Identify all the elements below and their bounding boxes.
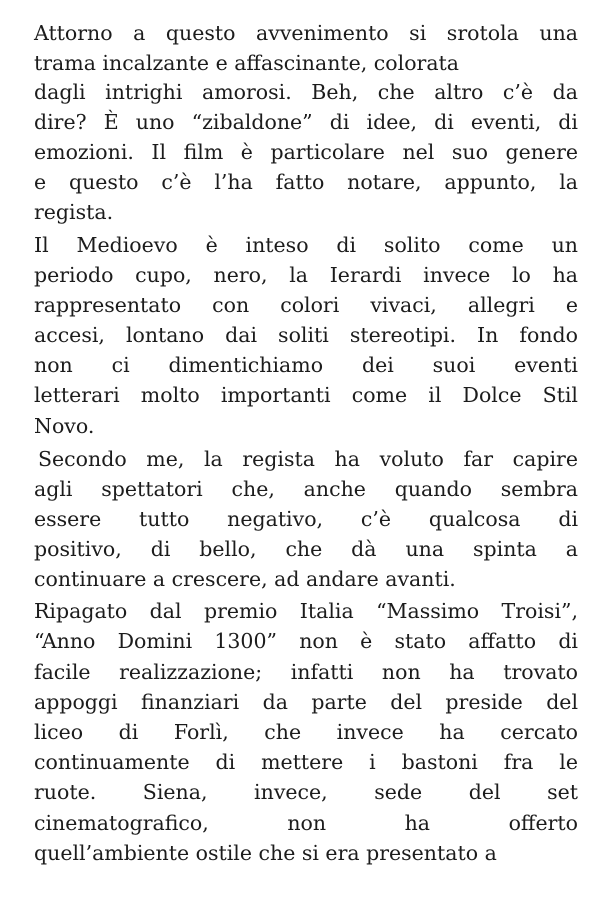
text-line: trama incalzante e affascinante, colorata (34, 51, 460, 75)
text-line: facile realizzazione; infatti non ha trovato (34, 660, 578, 684)
text-line: e questo c’è l’ha fatto notare, appunto, la (34, 170, 578, 194)
text-line: letterari molto importanti come il Dolce Stil (34, 383, 578, 407)
text-line: continuamente di mettere i bastoni fra le (34, 750, 578, 774)
text-line: rappresentato con colori vivaci, allegri e (34, 293, 578, 317)
text-line: appoggi finanziari da parte del preside del (34, 690, 578, 714)
text-line: “Anno Domini 1300” non è stato affatto di (34, 629, 578, 653)
text-line: agli spettatori che, anche quando sembra (34, 477, 578, 501)
text-line: Novo. (34, 414, 95, 438)
text-line: dagli intrighi amorosi. Beh, che altro c’è da (34, 80, 578, 104)
text-line: quell’ambiente ostile che si era presentato a (34, 841, 497, 865)
text-line: regista. (34, 200, 114, 224)
text-line: essere tutto negativo, c’è qualcosa di (34, 507, 578, 531)
text-line: Il Medioevo è inteso di solito come un (34, 233, 578, 257)
text-line: non ci dimentichiamo dei suoi eventi (34, 353, 578, 377)
text-line: liceo di Forlì, che invece ha cercato (34, 720, 578, 744)
text-line: continuare a crescere, ad andare avanti. (34, 567, 456, 591)
text-line: cinematografico, non ha offerto (34, 811, 578, 835)
text-line: dire? È uno “zibaldone” di idee, di eventi, di (34, 110, 578, 134)
text-line: periodo cupo, nero, la Ierardi invece lo ha (34, 263, 578, 287)
text-line: positivo, di bello, che dà una spinta a (34, 537, 578, 561)
text-line: Attorno a questo avvenimento si srotola una (34, 21, 578, 45)
text-line: Ripagato dal premio Italia “Massimo Troisi”, (34, 599, 578, 623)
text-line: emozioni. Il film è particolare nel suo genere (34, 140, 578, 164)
text-line: Secondo me, la regista ha voluto far capire (38, 447, 578, 471)
text-line: ruote. Siena, invece, sede del set (34, 780, 578, 804)
text-line: accesi, lontano dai soliti stereotipi. In fondo (34, 323, 578, 347)
